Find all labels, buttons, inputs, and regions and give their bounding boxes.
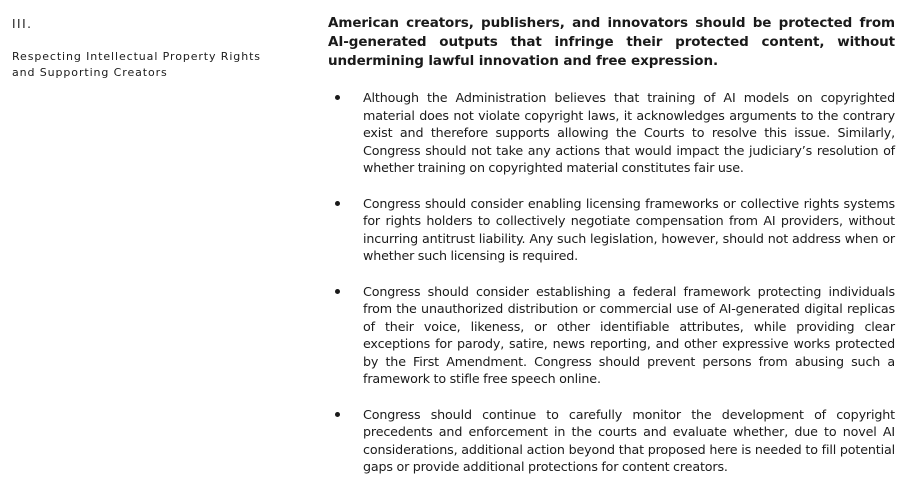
bullet-text: Congress should continue to carefully monitor the development of copyright precedents and enforcement in the courts and evaluate whether, due to novel AI considerations, additional action beyond that proposed here is needed to fill potential gaps or provide additional protections for content creators. [363,406,895,474]
list-item [328,283,895,388]
section-number: III. [12,17,33,31]
bullet-text: Congress should consider enabling licensing frameworks or collective rights systems for rights holders to collectively negotiate compensation from AI providers, without incurring antitrust liability. Any such legislation, however, should not address when or whether such licensing is required. [363,195,895,263]
bullet-icon [335,201,340,206]
bullet-text: Although the Administration believes that training of AI models on copyrighted material does not violate copyright laws, it acknowledges arguments to the contrary exist and therefore supports allowing the Courts to resolve this issue. Similarly, Congress should not take any actions that would impact the judiciary’s resolution of whether training on copyrighted material constitutes fair use. [363,90,895,175]
bullet-icon [335,412,340,417]
bullet-text: Congress should consider establishing a federal framework protecting individuals from the unauthorized distribution or commercial use of AI-generated digital replicas of their voice, likeness, or other identifiable attributes, while providing clear exceptions for parody, satire, news reporting, and other expressive works protected by the First Amendment. Congress should prevent persons from abusing such a framework to stifle free speech online. [363,283,895,386]
bullet-icon [335,289,340,294]
list-item [328,89,895,177]
lead-paragraph: American creators, publishers, and innovators should be protected from AI-generated outputs that infringe their protected content, without undermining lawful innovation and free expression. [328,15,895,69]
list-item [328,406,895,476]
list-item [328,195,895,265]
section-sidebar [12,17,302,81]
bullet-icon [335,95,340,100]
section-title: Respecting Intellectual Property Rights and Supporting Creators [12,50,261,79]
section-body [328,14,895,494]
bullet-list [328,89,895,476]
